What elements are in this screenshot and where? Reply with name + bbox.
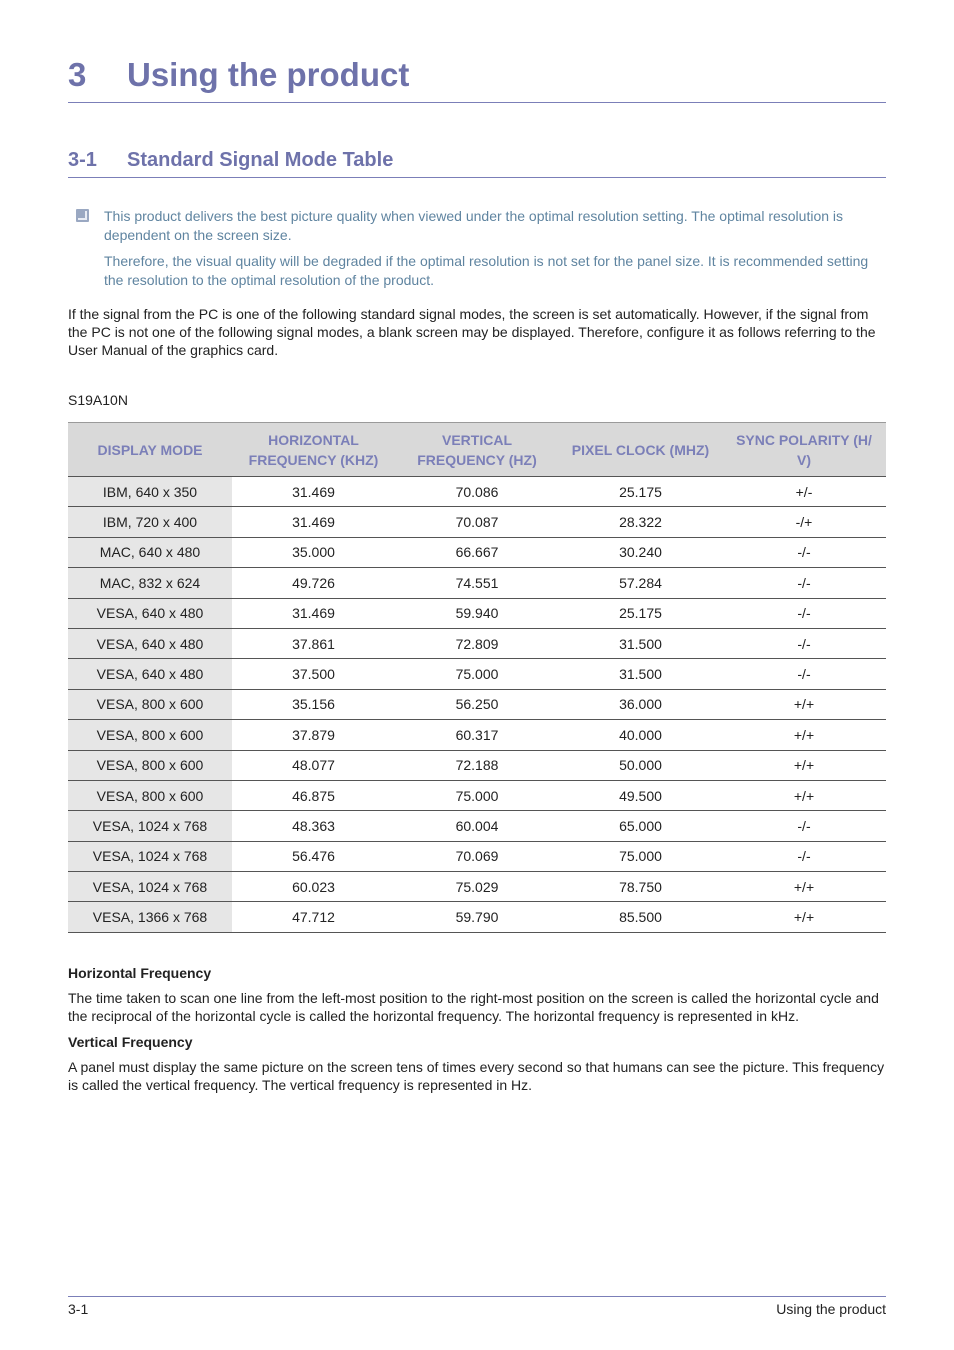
cell-display-mode: VESA, 1366 x 768 [68,902,232,932]
cell-sync-polarity: -/- [722,659,886,689]
cell-sync-polarity: -/- [722,628,886,658]
cell-vertical-frequency: 56.250 [395,689,559,719]
cell-sync-polarity: +/+ [722,689,886,719]
table-row [68,659,886,689]
horizontal-frequency-text: The time taken to scan one line from the left-most position to the right-most position on the screen is called the horizontal cycle and the reciprocal of the horizontal cycle is called the horizontal frequency. The horizontal frequency is represented in kHz. [68,990,879,1024]
cell-vertical-frequency: 72.188 [395,750,559,780]
cell-vertical-frequency: 70.069 [395,841,559,871]
table-header-row [68,423,886,477]
cell-display-mode: VESA, 1024 x 768 [68,841,232,871]
section-title: Standard Signal Mode Table [127,149,394,171]
cell-pixel-clock: 65.000 [559,811,722,841]
cell-pixel-clock: 30.240 [559,537,722,567]
cell-pixel-clock: 31.500 [559,628,722,658]
footer-chapter-title: Using the product [776,1301,886,1317]
cell-sync-polarity: +/- [722,477,886,507]
cell-horizontal-frequency: 49.726 [232,568,395,598]
cell-pixel-clock: 40.000 [559,720,722,750]
table-row [68,841,886,871]
model-name: S19A10N [68,392,128,408]
cell-horizontal-frequency: 31.469 [232,598,395,628]
header-horizontal-frequency: HORIZONTAL FREQUENCY (KHZ) [232,423,395,477]
cell-pixel-clock: 31.500 [559,659,722,689]
cell-horizontal-frequency: 56.476 [232,841,395,871]
cell-horizontal-frequency: 46.875 [232,780,395,810]
table-row [68,568,886,598]
header-sync-polarity: SYNC POLARITY (H/ V) [722,423,886,477]
table-row [68,598,886,628]
header-pixel-clock: PIXEL CLOCK (MHZ) [559,423,722,477]
cell-display-mode: VESA, 640 x 480 [68,628,232,658]
cell-pixel-clock: 75.000 [559,841,722,871]
cell-horizontal-frequency: 31.469 [232,507,395,537]
cell-horizontal-frequency: 48.363 [232,811,395,841]
cell-pixel-clock: 28.322 [559,507,722,537]
table-row [68,750,886,780]
cell-horizontal-frequency: 60.023 [232,872,395,902]
cell-sync-polarity: -/- [722,598,886,628]
table-row [68,537,886,567]
cell-vertical-frequency: 60.004 [395,811,559,841]
cell-display-mode: MAC, 832 x 624 [68,568,232,598]
table-row [68,872,886,902]
cell-sync-polarity: +/+ [722,720,886,750]
table-row [68,720,886,750]
cell-pixel-clock: 49.500 [559,780,722,810]
intro-paragraph: If the signal from the PC is one of the following standard signal modes, the screen is set automatically. However, if the signal from the PC is not one of the following signal modes, a blank screen may be displayed. Therefore, configure it as follows referring to the User Manual of the graphics card. [68,306,876,358]
chapter-heading [68,56,886,103]
cell-display-mode: VESA, 1024 x 768 [68,811,232,841]
cell-sync-polarity: -/- [722,841,886,871]
cell-horizontal-frequency: 35.156 [232,689,395,719]
cell-vertical-frequency: 66.667 [395,537,559,567]
table-row [68,628,886,658]
vertical-frequency-text: A panel must display the same picture on the screen tens of times every second so that humans can see the picture. This frequency is called the vertical frequency. The vertical frequency is represented in Hz. [68,1059,885,1093]
cell-vertical-frequency: 75.029 [395,872,559,902]
table-row [68,689,886,719]
cell-display-mode: VESA, 800 x 600 [68,689,232,719]
cell-pixel-clock: 25.175 [559,477,722,507]
cell-vertical-frequency: 59.790 [395,902,559,932]
cell-horizontal-frequency: 37.861 [232,628,395,658]
cell-display-mode: VESA, 800 x 600 [68,720,232,750]
header-display-mode: DISPLAY MODE [68,423,232,477]
footer-divider [68,1296,886,1297]
cell-display-mode: VESA, 800 x 600 [68,780,232,810]
cell-horizontal-frequency: 47.712 [232,902,395,932]
table-row [68,780,886,810]
table-row [68,902,886,932]
cell-vertical-frequency: 74.551 [395,568,559,598]
cell-sync-polarity: -/- [722,811,886,841]
table-row [68,477,886,507]
cell-display-mode: IBM, 720 x 400 [68,507,232,537]
table-body [68,477,886,933]
cell-display-mode: IBM, 640 x 350 [68,477,232,507]
note-icon [76,209,89,222]
signal-mode-table [68,422,886,933]
table-row [68,811,886,841]
cell-horizontal-frequency: 37.500 [232,659,395,689]
section-number: 3-1 [68,149,97,171]
vertical-frequency-title: Vertical Frequency [68,1034,193,1050]
cell-pixel-clock: 85.500 [559,902,722,932]
cell-sync-polarity: +/+ [722,780,886,810]
cell-horizontal-frequency: 31.469 [232,477,395,507]
cell-horizontal-frequency: 37.879 [232,720,395,750]
cell-sync-polarity: -/- [722,537,886,567]
cell-horizontal-frequency: 35.000 [232,537,395,567]
table-row [68,507,886,537]
cell-sync-polarity: +/+ [722,872,886,902]
cell-pixel-clock: 50.000 [559,750,722,780]
cell-pixel-clock: 36.000 [559,689,722,719]
note-paragraph-1: This product delivers the best picture quality when viewed under the optimal resolution setting. The optimal resolution is dependent on the screen size. [104,208,844,243]
cell-display-mode: MAC, 640 x 480 [68,537,232,567]
cell-pixel-clock: 78.750 [559,872,722,902]
cell-vertical-frequency: 72.809 [395,628,559,658]
cell-vertical-frequency: 70.087 [395,507,559,537]
cell-vertical-frequency: 60.317 [395,720,559,750]
chapter-title: Using the product [127,56,410,93]
cell-vertical-frequency: 70.086 [395,477,559,507]
cell-horizontal-frequency: 48.077 [232,750,395,780]
cell-display-mode: VESA, 640 x 480 [68,598,232,628]
cell-vertical-frequency: 75.000 [395,780,559,810]
cell-sync-polarity: -/+ [722,507,886,537]
section-heading [68,149,886,178]
cell-sync-polarity: +/+ [722,750,886,780]
footer-page-number: 3-1 [68,1301,89,1317]
cell-vertical-frequency: 59.940 [395,598,559,628]
cell-pixel-clock: 57.284 [559,568,722,598]
cell-vertical-frequency: 75.000 [395,659,559,689]
horizontal-frequency-title: Horizontal Frequency [68,965,212,981]
cell-sync-polarity: +/+ [722,902,886,932]
cell-display-mode: VESA, 800 x 600 [68,750,232,780]
cell-sync-polarity: -/- [722,568,886,598]
chapter-number: 3 [68,56,87,93]
header-vertical-frequency: VERTICAL FREQUENCY (HZ) [395,423,559,477]
note-paragraph-2: Therefore, the visual quality will be degraded if the optimal resolution is not set for the panel size. It is recommended setting the resolution to the optimal resolution of the product. [104,253,869,288]
cell-display-mode: VESA, 1024 x 768 [68,872,232,902]
cell-display-mode: VESA, 640 x 480 [68,659,232,689]
cell-pixel-clock: 25.175 [559,598,722,628]
